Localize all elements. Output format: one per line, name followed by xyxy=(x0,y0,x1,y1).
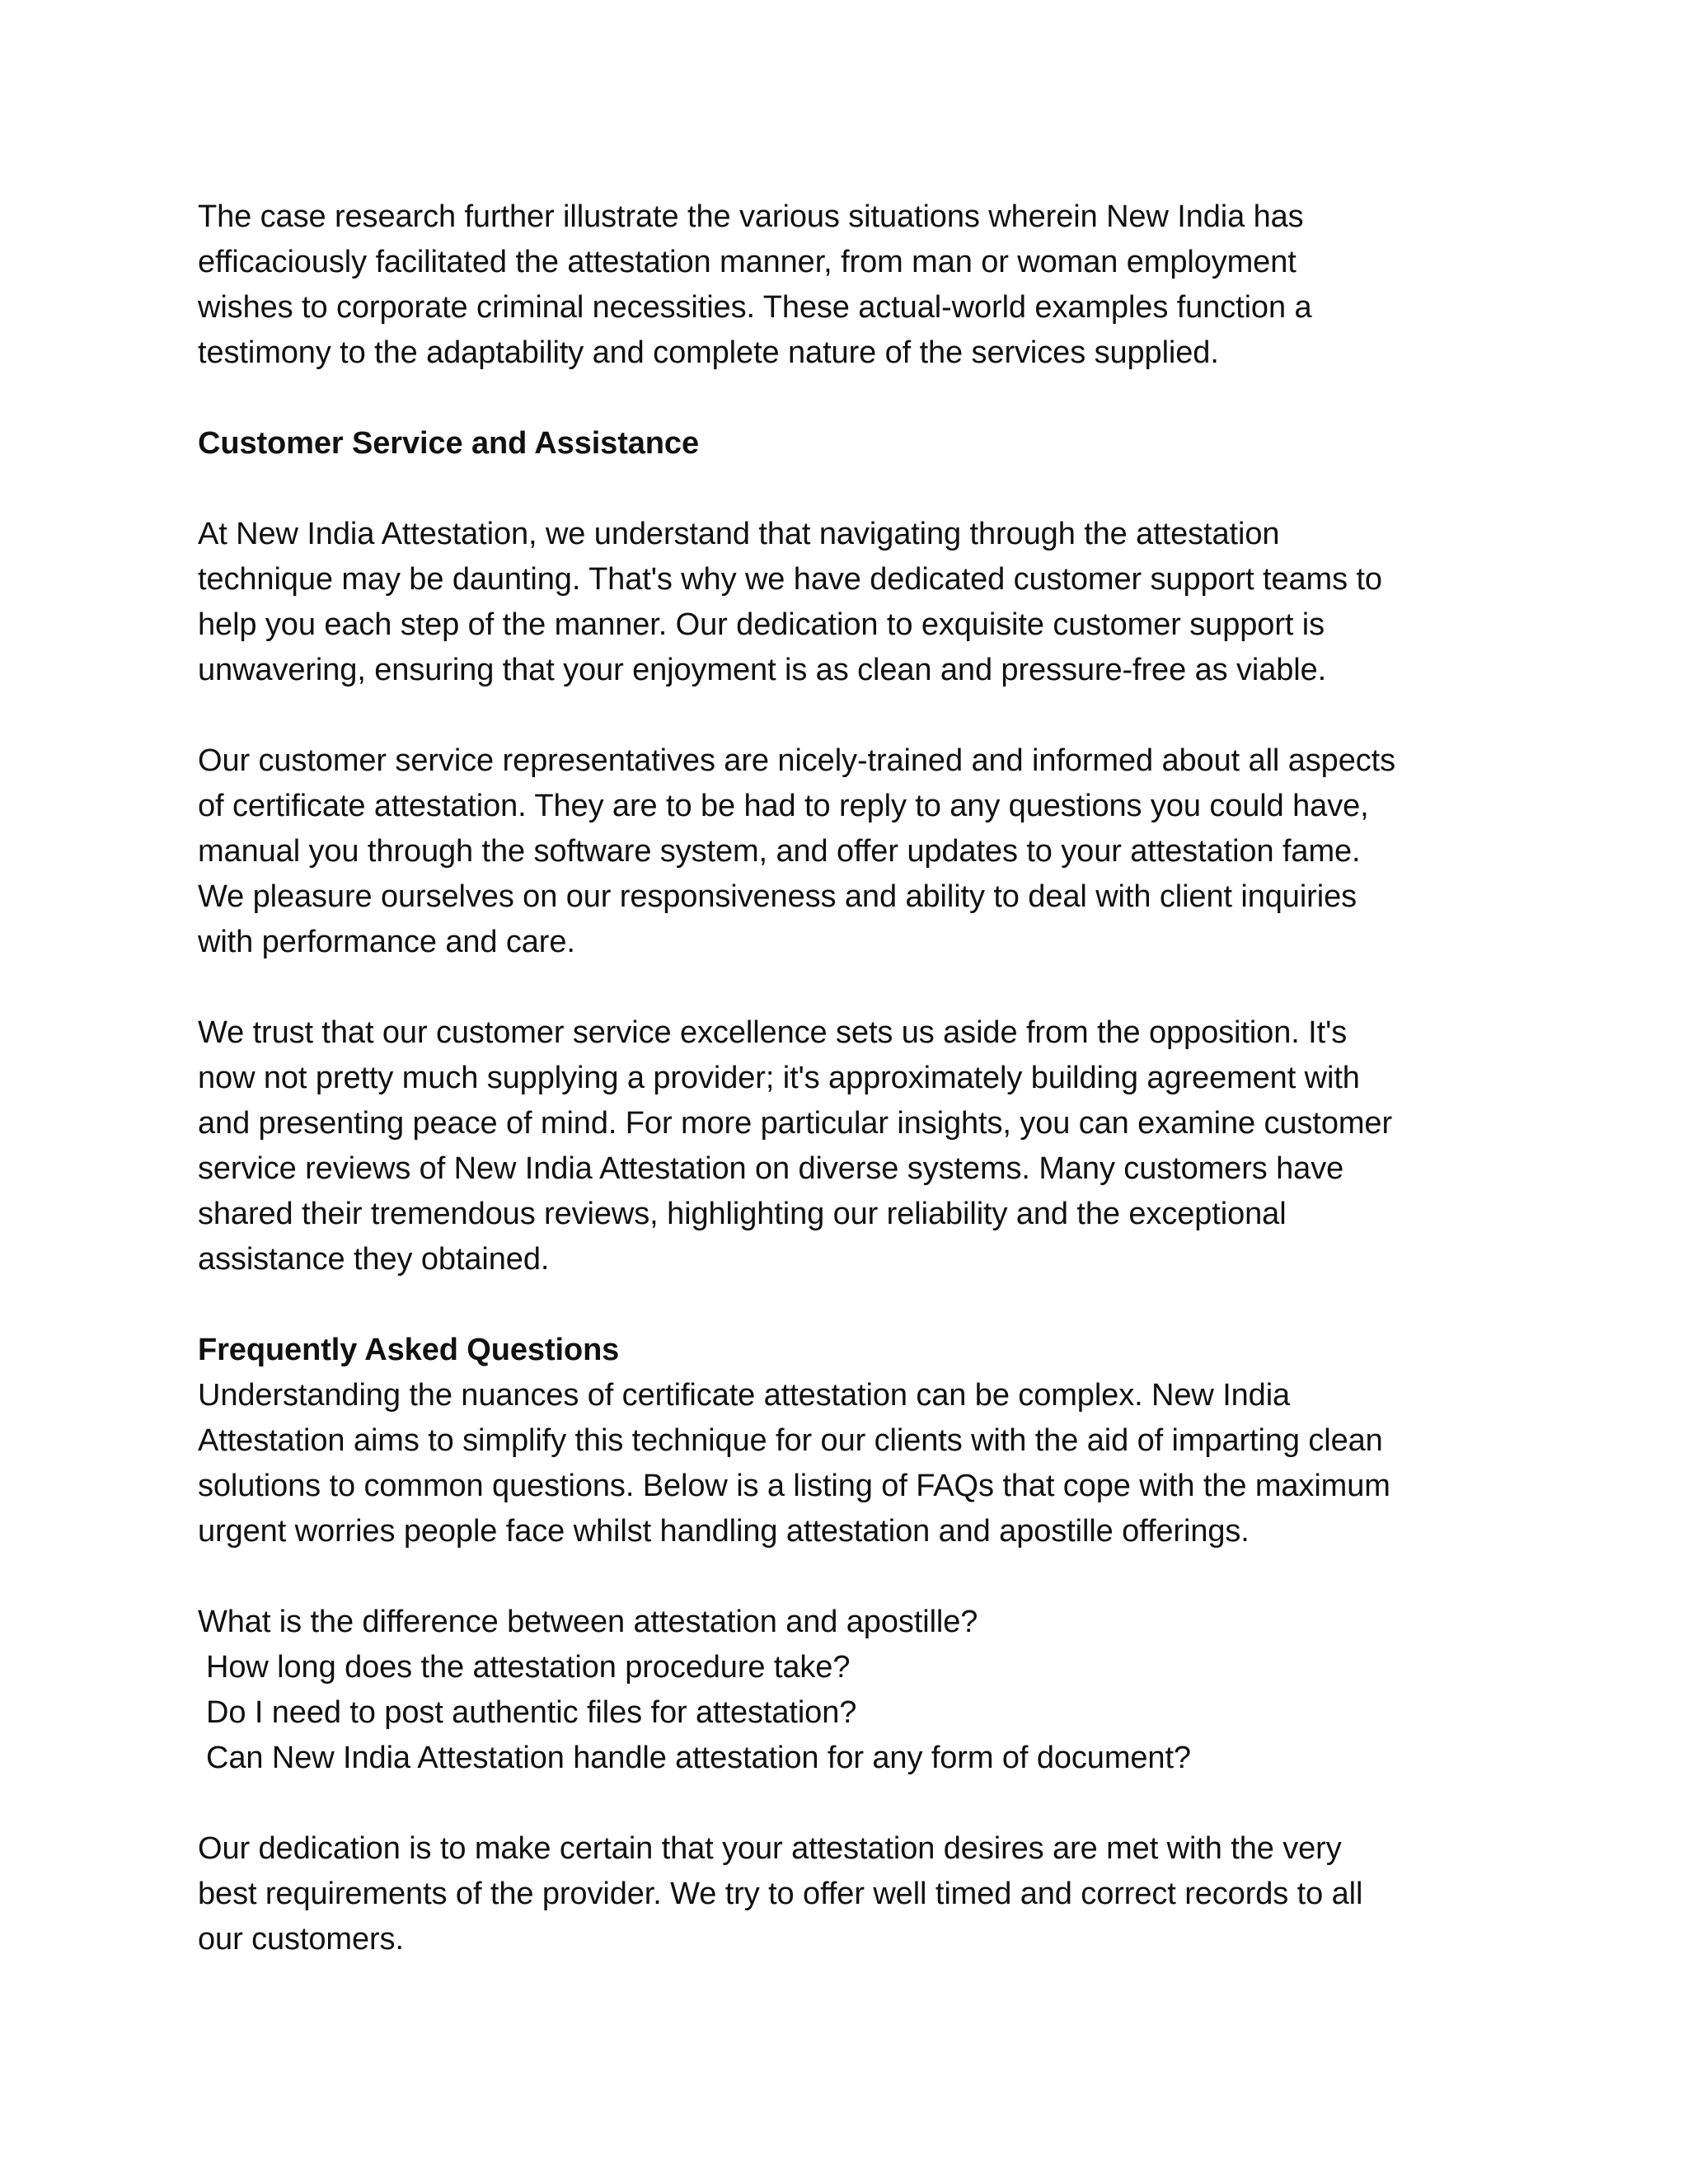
text-line: We trust that our customer service excellence sets us aside from the opposition. It's xyxy=(198,1015,1348,1050)
faq-question: How long does the attestation procedure take? xyxy=(206,1650,851,1685)
faq-questions-list xyxy=(198,1600,1517,1781)
text-line: best requirements of the provider. We try to offer well timed and correct records to all xyxy=(198,1877,1363,1911)
customer-service-paragraph-2 xyxy=(198,738,1517,965)
text-line: We pleasure ourselves on our responsiveness and ability to deal with client inquiries xyxy=(198,879,1357,914)
text-line: At New India Attestation, we understand that navigating through the attestation xyxy=(198,517,1280,551)
text-line: unwavering, ensuring that your enjoyment is as clean and pressure-free as viable. xyxy=(198,653,1327,687)
text-line: of certificate attestation. They are to be had to reply to any questions you could have, xyxy=(198,789,1369,823)
text-line: testimony to the adaptability and complete nature of the services supplied. xyxy=(198,335,1219,370)
text-line: manual you through the software system, and offer updates to your attestation fame. xyxy=(198,834,1361,869)
paragraph-spacer xyxy=(198,1554,1517,1600)
text-line: solutions to common questions. Below is a listing of FAQs that cope with the maximum xyxy=(198,1469,1390,1503)
paragraph-spacer xyxy=(198,376,1517,421)
customer-service-heading: Customer Service and Assistance xyxy=(198,426,699,461)
document-body xyxy=(198,194,1517,1962)
text-line: Understanding the nuances of certificate attestation can be complex. New India xyxy=(198,1378,1291,1413)
faq-question: Do I need to post authentic files for attestation? xyxy=(206,1695,857,1730)
text-line: shared their tremendous reviews, highlighting our reliability and the exceptional xyxy=(198,1197,1287,1231)
text-line: Our customer service representatives are nicely-trained and informed about all aspects xyxy=(198,743,1395,778)
closing-paragraph xyxy=(198,1826,1517,1962)
text-line: Our dedication is to make certain that your attestation desires are met with the very xyxy=(198,1831,1342,1866)
customer-service-paragraph-3 xyxy=(198,1010,1517,1282)
faq-question: Can New India Attestation handle attestation for any form of document? xyxy=(206,1741,1191,1775)
text-line: and presenting peace of mind. For more particular insights, you can examine customer xyxy=(198,1106,1392,1141)
faq-heading: Frequently Asked Questions xyxy=(198,1333,620,1367)
text-line: now not pretty much supplying a provider; it's approximately building agreement with xyxy=(198,1061,1360,1095)
text-line: wishes to corporate criminal necessities. These actual-world examples function a xyxy=(198,290,1312,325)
paragraph-spacer xyxy=(198,466,1517,512)
text-line: our customers. xyxy=(198,1922,404,1957)
text-line: The case research further illustrate the various situations wherein New India has xyxy=(198,199,1304,234)
text-line: help you each step of the manner. Our dedication to exquisite customer support is xyxy=(198,607,1325,642)
paragraph-spacer xyxy=(198,965,1517,1010)
paragraph-spacer xyxy=(198,1781,1517,1826)
text-line: service reviews of New India Attestation on diverse systems. Many customers have xyxy=(198,1151,1344,1186)
text-line: technique may be daunting. That's why we have dedicated customer support teams to xyxy=(198,562,1382,597)
customer-service-paragraph-1 xyxy=(198,512,1517,693)
text-line: Attestation aims to simplify this technique for our clients with the aid of imparting clean xyxy=(198,1423,1383,1458)
text-line: with performance and care. xyxy=(198,925,575,959)
faq-intro-paragraph xyxy=(198,1373,1517,1554)
faq-question: What is the difference between attestation and apostille? xyxy=(198,1605,978,1639)
paragraph-spacer xyxy=(198,1282,1517,1328)
case-research-paragraph xyxy=(198,194,1517,376)
text-line: efficaciously facilitated the attestation manner, from man or woman employment xyxy=(198,245,1296,279)
text-line: assistance they obtained. xyxy=(198,1242,550,1277)
text-line: urgent worries people face whilst handling attestation and apostille offerings. xyxy=(198,1514,1250,1549)
paragraph-spacer xyxy=(198,693,1517,738)
